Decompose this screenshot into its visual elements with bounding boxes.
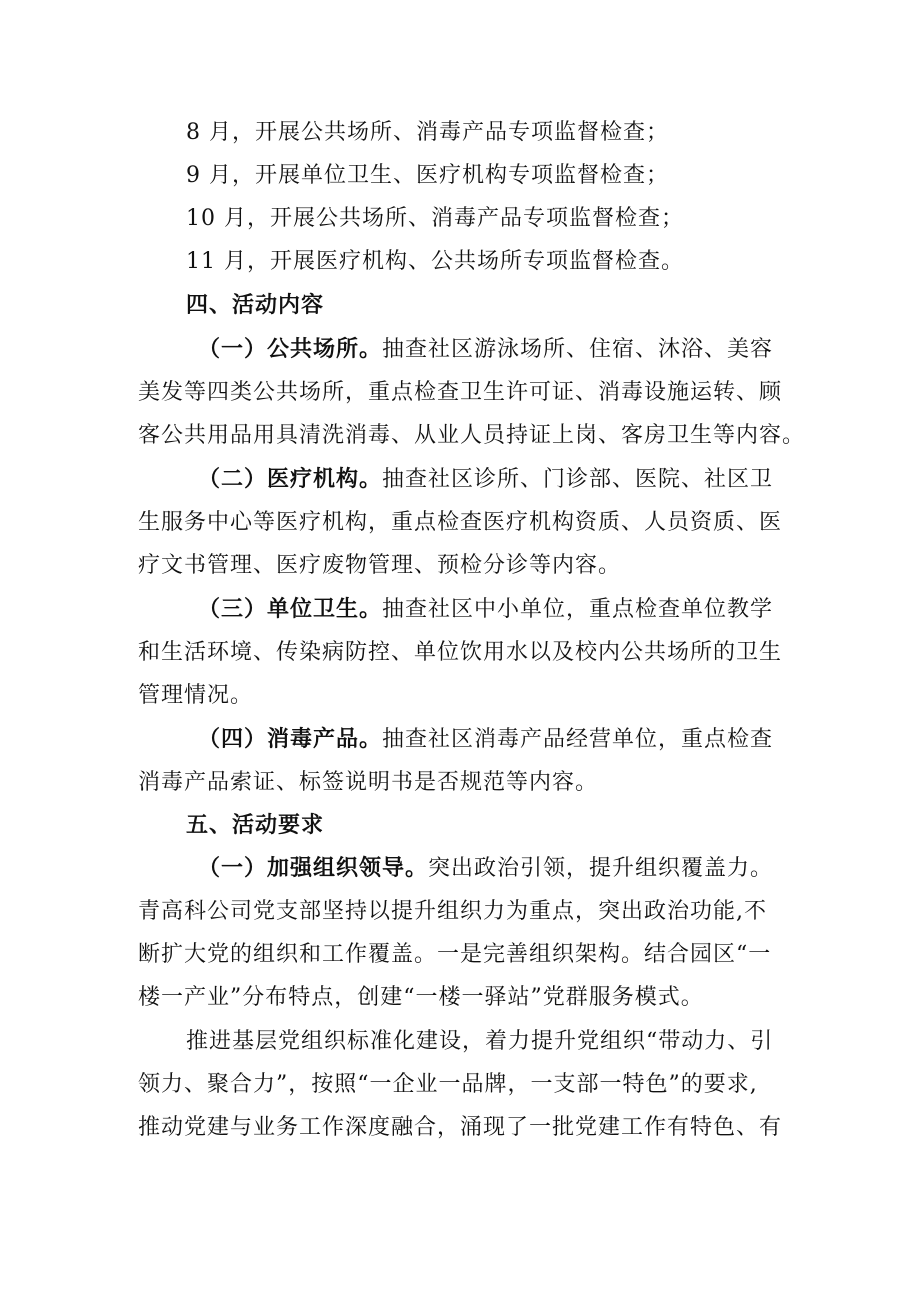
section-heading-4: 四、活动内容	[186, 293, 325, 318]
paragraph-line: 消毒产品索证、标签说明书是否规范等内容。	[138, 770, 599, 795]
paragraph-line: 推动党建与业务工作深度融合，涌现了一批党建工作有特色、有	[138, 1115, 783, 1140]
paragraph-line: 疗文书管理、医疗废物管理、预检分诊等内容。	[138, 553, 622, 578]
paragraph-line: 领力、聚合力”，按照“一企业一品牌，一支部一特色”的要求,	[138, 1072, 758, 1097]
paragraph-line: 客公共用品用具清洗消毒、从业人员持证上岗、客房卫生等内容。	[138, 423, 806, 448]
item-text: 抽查社区游泳场所、住宿、沐浴、美容	[382, 337, 774, 362]
schedule-line: 9 月，开展单位卫生、医疗机构专项监督检查；	[186, 163, 669, 188]
paragraph-line	[198, 720, 773, 760]
schedule-line: 8 月，开展公共场所、消毒产品专项监督检查；	[186, 120, 669, 145]
paragraph-line: 和生活环境、传染病防控、单位饮用水以及校内公共场所的卫生	[138, 640, 783, 665]
item-label: （三）单位卫生。	[198, 597, 383, 622]
section-heading-5: 五、活动要求	[186, 813, 325, 838]
paragraph-line: 美发等四类公共场所，重点检查卫生许可证、消毒设施运转、顾	[138, 380, 783, 405]
item-label: （二）医疗机构。	[198, 467, 383, 492]
item-label: （一）公共场所。	[198, 337, 383, 362]
item-label: （一）加强组织领导。	[198, 856, 429, 881]
paragraph-line: 生服务中心等医疗机构，重点检查医疗机构资质、人员资质、医	[138, 510, 783, 535]
item-label: （四）消毒产品。	[198, 727, 383, 752]
paragraph-line: 推进基层党组织标准化建设，着力提升党组织“带动力、引	[186, 1029, 774, 1054]
schedule-line: 11 月，开展医疗机构、公共场所专项监督检查。	[186, 249, 684, 274]
paragraph-line: 楼一产业”分布特点，创建“一楼一驿站”党群服务模式。	[138, 985, 704, 1010]
item-text: 抽查社区诊所、门诊部、医院、社区卫	[382, 467, 774, 492]
paragraph-line: 管理情况。	[138, 683, 254, 708]
paragraph-line	[198, 849, 773, 889]
item-text: 突出政治引领，提升组织覆盖力。	[428, 856, 774, 881]
paragraph-line: 青高科公司党支部坚持以提升组织力为重点，突出政治功能,不	[138, 899, 767, 924]
schedule-line: 10 月，开展公共场所、消毒产品专项监督检查；	[186, 206, 684, 231]
paragraph-line: 断扩大党的组织和工作覆盖。一是完善组织架构。结合园区“一	[138, 942, 772, 967]
item-text: 抽查社区中小单位，重点检查单位教学	[382, 597, 774, 622]
paragraph-line	[198, 460, 773, 500]
paragraph-line	[198, 590, 773, 630]
item-text: 抽查社区消毒产品经营单位，重点检查	[382, 727, 774, 752]
paragraph-line	[198, 330, 773, 370]
